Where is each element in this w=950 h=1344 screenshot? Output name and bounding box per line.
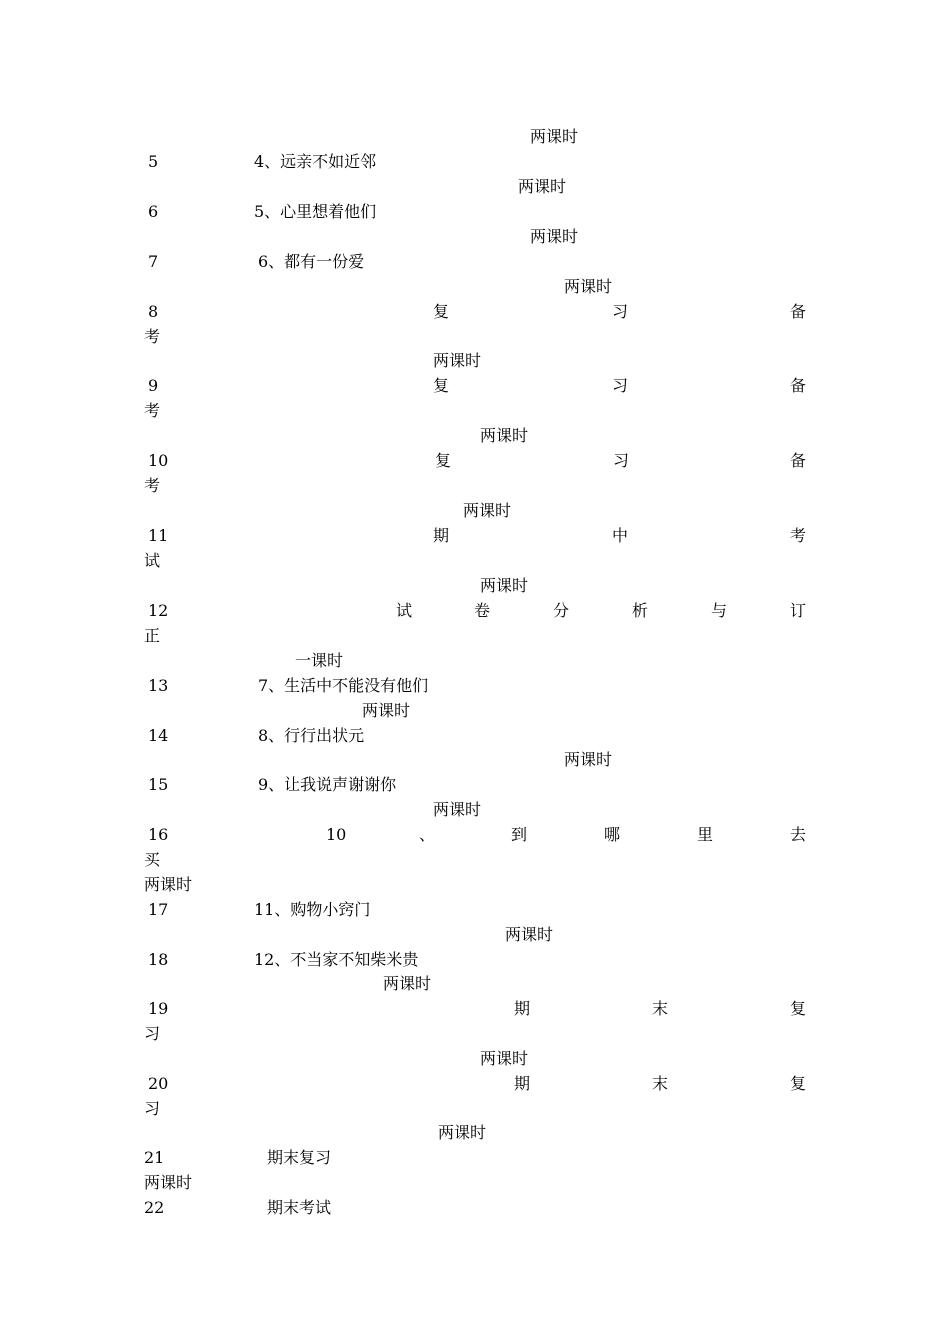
lesson-char-wrap: 考	[144, 327, 161, 346]
class-hours: 两课时	[433, 351, 482, 370]
week-number: 8	[148, 302, 159, 321]
class-hours: 一课时	[295, 651, 344, 670]
lesson-char: 复	[433, 376, 450, 395]
lesson-char: 末	[652, 999, 669, 1018]
lesson-char: 与	[711, 601, 728, 620]
lesson-char: 里	[697, 825, 714, 844]
lesson-title: 7、生活中不能没有他们	[258, 676, 429, 695]
week-number: 20	[148, 1074, 169, 1093]
lesson-char: 习	[613, 451, 630, 470]
lesson-char: 到	[511, 825, 528, 844]
week-number: 22	[144, 1198, 165, 1217]
lesson-char: 复	[433, 302, 450, 321]
lesson-char-wrap: 考	[144, 401, 161, 420]
class-hours: 两课时	[362, 701, 411, 720]
week-number: 16	[148, 825, 169, 844]
class-hours: 两课时	[144, 875, 193, 894]
lesson-char: 卷	[474, 601, 491, 620]
lesson-title: 4、远亲不如近邻	[254, 152, 377, 171]
class-hours: 两课时	[518, 177, 567, 196]
class-hours: 两课时	[463, 501, 512, 520]
class-hours: 两课时	[480, 426, 529, 445]
class-hours: 两课时	[383, 974, 432, 993]
lesson-char: 复	[435, 451, 452, 470]
lesson-char: 10	[326, 825, 347, 844]
week-number: 19	[148, 999, 169, 1018]
class-hours: 两课时	[433, 800, 482, 819]
lesson-title: 期末考试	[267, 1198, 332, 1217]
lesson-char: 期	[514, 999, 531, 1018]
class-hours: 两课时	[144, 1173, 193, 1192]
lesson-char: 哪	[604, 825, 621, 844]
class-hours: 两课时	[438, 1123, 487, 1142]
lesson-char: 期	[514, 1074, 531, 1093]
lesson-char: 习	[612, 376, 629, 395]
week-number: 11	[148, 526, 169, 545]
lesson-char: 备	[790, 451, 807, 470]
week-number: 13	[148, 676, 169, 695]
week-number: 17	[148, 900, 169, 919]
class-hours: 两课时	[480, 576, 529, 595]
lesson-title: 8、行行出状元	[258, 726, 365, 745]
lesson-char-wrap: 习	[144, 1024, 161, 1043]
week-number: 21	[144, 1148, 165, 1167]
lesson-title: 期末复习	[267, 1148, 332, 1167]
week-number: 9	[148, 376, 159, 395]
lesson-char: 复	[790, 1074, 807, 1093]
class-hours: 两课时	[480, 1049, 529, 1068]
class-hours: 两课时	[505, 925, 554, 944]
lesson-title: 12、不当家不知柴米贵	[254, 950, 419, 969]
week-number: 15	[148, 775, 169, 794]
class-hours: 两课时	[564, 277, 613, 296]
lesson-char: 试	[396, 601, 413, 620]
class-hours: 两课时	[564, 750, 613, 769]
week-number: 18	[148, 950, 169, 969]
week-number: 6	[148, 202, 159, 221]
lesson-char: 习	[612, 302, 629, 321]
class-hours: 两课时	[530, 227, 579, 246]
lesson-char: 订	[790, 601, 807, 620]
lesson-char: 末	[652, 1074, 669, 1093]
lesson-title: 11、购物小窍门	[254, 900, 371, 919]
lesson-char: 中	[612, 526, 629, 545]
lesson-char: 备	[790, 376, 807, 395]
lesson-char: 、	[419, 825, 436, 844]
week-number: 5	[148, 152, 159, 171]
week-number: 12	[148, 601, 169, 620]
week-number: 7	[148, 252, 159, 271]
lesson-char: 析	[632, 601, 649, 620]
lesson-char-wrap: 考	[144, 476, 161, 495]
lesson-char-wrap: 买	[144, 850, 161, 869]
class-hours: 两课时	[530, 127, 579, 146]
week-number: 10	[148, 451, 169, 470]
lesson-char-wrap: 习	[144, 1099, 161, 1118]
lesson-char: 分	[553, 601, 570, 620]
lesson-title: 6、都有一份爱	[258, 252, 365, 271]
week-number: 14	[148, 726, 169, 745]
lesson-char: 复	[790, 999, 807, 1018]
lesson-char: 期	[433, 526, 450, 545]
lesson-char-wrap: 正	[144, 626, 161, 645]
lesson-char: 考	[790, 526, 807, 545]
lesson-char-wrap: 试	[144, 551, 161, 570]
lesson-char: 备	[790, 302, 807, 321]
lesson-title: 9、让我说声谢谢你	[258, 775, 397, 794]
lesson-char: 去	[790, 825, 807, 844]
lesson-title: 5、心里想着他们	[254, 202, 377, 221]
